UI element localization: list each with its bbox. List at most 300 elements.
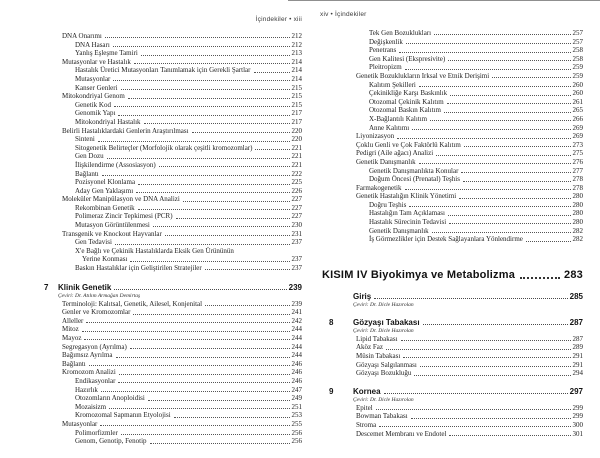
toc-entry-row [322,29,583,38]
page-number: 244 [291,342,302,351]
dot-leader [444,112,571,113]
toc-entry-row [44,161,302,170]
entry-label: Descemet Membranı ve Endotel [356,429,447,438]
toc-entry-row [44,394,302,403]
dot-leader [461,172,570,173]
entry-label: Polimeraz Zincir Tepkimesi (PCR) [75,212,173,221]
entry-label: Otozomların Anoploidisi [75,394,145,403]
dot-leader [153,226,290,227]
entry-label: Kromozomal Sapmanın Etyolojisi [75,411,171,420]
dot-leader [414,375,570,376]
toc-entry-row [322,430,583,439]
dot-leader [205,305,289,306]
dot-leader [174,417,290,418]
dot-leader [128,98,290,99]
dot-leader [432,232,571,233]
dot-leader [100,425,289,426]
toc-column-right [322,29,583,438]
entry-label: Mitokondriyal Hastalık [75,117,141,126]
page-number: 283 [564,268,583,281]
dot-leader [405,69,571,70]
toc-entry-row [44,152,302,161]
page-number: 260 [572,89,583,98]
toc-entry-row [44,360,302,369]
entry-label: Moleküler Manipülasyon ve DNA Analizi [62,195,180,204]
entry-label: Pleitropizm [369,63,402,72]
toc-entry-row [322,352,583,361]
page-number: 221 [291,152,302,161]
toc-entry-row [44,264,302,273]
chapter-number: 8 [329,317,334,327]
translator-row [44,293,302,300]
toc-entry-row [322,369,583,378]
toc-entry-row [322,412,583,421]
page-number: 215 [291,92,302,101]
dot-leader [89,365,290,366]
dot-leader [102,175,290,176]
dot-leader [399,52,570,53]
page-number: 260 [572,80,583,89]
page-number: 214 [291,74,302,83]
translator-row [322,328,583,335]
toc-entry-row [322,343,583,352]
entry-label: Stroma [356,421,377,429]
dot-leader [183,201,290,202]
page-number: 294 [572,369,583,378]
chapter-row [322,292,583,302]
dot-leader [412,129,570,130]
entry-label: Mozaisizm [75,402,107,411]
page-number: 239 [288,282,302,292]
page-number: 227 [291,212,302,221]
page-number: 226 [291,186,302,195]
entry-label: Aköz Faz [356,343,384,352]
dot-leader [105,37,290,38]
entry-label: Mitokondriyal Genom [62,92,125,101]
dot-leader [419,86,571,87]
dot-leader [121,434,290,435]
toc-entry-row [322,98,583,107]
toc-entry-row [44,368,302,377]
toc-entry-row [44,135,302,144]
toc-entry-row [322,124,583,133]
toc-entry-row [44,247,302,256]
page-number: 280 [572,200,583,209]
page-number: 255 [291,419,302,428]
page-number: 287 [569,317,583,327]
dot-leader [144,123,290,124]
toc-entry-row [322,72,583,81]
entry-label: Sitogenetik Belirteçler (Morfolojik olarak çeşitli kromozomlar) [75,143,253,152]
entry-label: Gözyaşı Bozukluğu [356,369,412,378]
toc-entry-row [322,227,583,236]
toc-entry-row [44,144,302,153]
page-number: 253 [291,411,302,420]
entry-label: Rekombinan Genetik [75,203,135,212]
toc-entry-row [44,334,302,343]
entry-label: Bağlantı [75,169,99,178]
entry-label: Pedigri (Aile ağacı) Analizi [356,149,434,158]
page-number: 266 [572,114,583,123]
entry-label: Yerine Konması [82,255,128,264]
toc-entry-row [44,221,302,230]
page-number: 231 [291,229,302,238]
translator-note: Çeviri: Dr. Atılım Armağan Demirtaş [58,292,141,299]
entry-label: Mutasyon Görüntülenmesi [75,221,150,230]
dot-leader [397,138,570,139]
toc-entry-row [44,437,302,446]
dot-leader [118,382,289,383]
dot-leader [448,60,570,61]
page-number: 269 [572,132,583,141]
dot-leader [165,235,290,236]
dot-leader [254,72,290,73]
toc-entry-row [44,178,302,187]
page-number: 230 [291,221,302,230]
dot-leader [374,298,567,299]
page-number: 215 [291,100,302,109]
section-heading-row [322,268,583,283]
toc-entry-row [322,218,583,227]
entry-label: İlişkilendirme (Assosiasyon) [75,160,156,169]
dot-leader [419,163,571,164]
toc-entry-row [322,132,583,141]
entry-label: Terminoloji: Kalıtsal, Genetik, Ailesel, Konjenital [62,299,203,308]
toc-column-left [44,32,302,446]
entry-label: Otozomal Baskın Kalıtım [369,106,441,115]
entry-label: Genetik Bozuklukların Irksal ve Etnik Derişimi [356,71,490,80]
page-number: 212 [291,32,302,40]
dot-leader [119,374,290,375]
page-number: 237 [291,264,302,273]
page-number: 257 [572,29,583,37]
entry-label: Farmakogenetik [356,183,402,192]
dot-leader [148,400,290,401]
dot-leader [409,206,570,207]
page-number: 242 [291,316,302,325]
entry-label: DNA Onarımı [62,32,102,40]
entry-label: Yanlış Eşleşme Tamiri [75,49,138,58]
toc-entry-row [44,49,302,58]
dot-leader [386,349,570,350]
toc-entry-row [44,351,302,360]
page-number: 301 [572,429,583,438]
page-number: 278 [572,183,583,192]
chapter-row [322,387,583,397]
page-number: 244 [291,325,302,334]
toc-entry-row [322,192,583,201]
page-number: 261 [572,97,583,106]
entry-label: Bağlantı [62,359,86,368]
running-header-right: xiv • İçindekiler [320,11,367,18]
page-number: 278 [572,175,583,184]
page-number: 247 [291,385,302,394]
page-number: 256 [291,437,302,446]
entry-label: Gen Dozu [75,152,104,161]
dot-leader [463,181,571,182]
dot-leader [141,55,290,56]
entry-label: Çoklu Genli ve Çok Faktörlü Kalıtım [356,140,461,149]
entry-label: Genomik Yapı [75,109,116,118]
page-number: 273 [572,140,583,149]
dot-leader [121,89,290,90]
toc-entry-row [44,230,302,239]
page-number: 212 [291,40,302,49]
page-number: 225 [291,178,302,187]
entry-label: Genler ve Kromozomlar [62,308,131,317]
translator-note: Çeviri: Dr. Dicle Hazırolan [353,327,414,334]
dot-leader [401,340,571,341]
dot-leader [101,391,290,392]
dot-leader [384,393,568,394]
page-number: 221 [291,143,302,152]
page-number: 221 [291,160,302,169]
dot-leader [113,80,289,81]
toc-entry-row [322,149,583,158]
toc-entry-row [44,109,302,118]
page-number: 275 [572,149,583,158]
page-number: 299 [572,403,583,412]
toc-entry-row [44,118,302,127]
page-number: 280 [572,218,583,227]
page-number: 257 [572,37,583,46]
entry-label: Transgenik ve Knockout Hayvanlar [62,229,162,238]
page-number: 276 [572,157,583,166]
toc-entry-row [322,175,583,184]
page-number: 217 [291,117,302,126]
dot-leader [176,218,290,219]
toc-entry-row [44,377,302,386]
toc-entry-row [44,308,302,317]
toc-entry-row [44,343,302,352]
page-number: 291 [572,360,583,369]
toc-entry-row [322,335,583,344]
toc-entry-row [44,84,302,93]
page-number: 217 [291,109,302,118]
entry-label: Kanser Genleri [75,83,118,92]
entry-label: Değişkenlik [369,37,403,46]
dot-leader [82,331,290,332]
dot-leader [447,103,571,104]
entry-label: X'e Bağlı ve Çekinik Hastalıklarda Eksik Gen Ürününün [75,246,234,255]
page-number: 237 [291,255,302,264]
toc-entry-row [322,361,583,370]
dot-leader [205,269,290,270]
dot-leader [376,409,571,410]
entry-label: Genetik Hastalığın Klinik Yönetimi [356,192,457,201]
dot-leader [255,149,289,150]
entry-label: Bağımsız Ayrılma [62,351,113,360]
dot-leader [520,277,560,279]
toc-entry-row [44,386,302,395]
dot-leader [114,106,290,107]
page-number: 220 [291,126,302,135]
toc-entry-row [44,101,302,110]
page-number: 256 [291,428,302,437]
entry-label: Kromozom Analizi [62,368,116,377]
entry-label: Tek Gen Bozuklukları [369,29,432,37]
toc-entry-row [322,201,583,210]
dot-leader [118,115,289,116]
toc-entry-row [44,187,302,196]
dot-leader [86,322,289,323]
page-number: 244 [291,351,302,360]
page-number: 246 [291,368,302,377]
dot-leader [113,46,290,47]
toc-entry-row [44,92,302,101]
toc-entry-row [44,127,302,136]
page-number: 244 [291,334,302,342]
toc-entry-row [322,141,583,150]
entry-label: Doğum Öncesi (Prenatal) Teşhis [369,175,460,184]
entry-label: Mitoz [62,325,79,334]
dot-leader [134,63,290,64]
entry-label: Gen Tedavisi [75,238,112,247]
dot-leader [411,418,571,419]
entry-label: Mutasyonlar [75,74,111,83]
entry-label: Endikasyonlar [75,376,116,385]
entry-label: Anne Kalıtımı [369,123,410,132]
page-number: 249 [291,394,302,403]
toc-entry-row [322,46,583,55]
entry-label: İş Görmezlikler için Destek Sağlayanlara Yönlendirme [369,235,523,244]
entry-label: Genetik Danışmanlık [369,226,429,235]
entry-label: Hazırlık [75,385,98,394]
chapter-title: Klinik Genetik [58,282,112,292]
page-number: 300 [572,421,583,429]
entry-label: Epitel [356,403,373,412]
section-title: KISIM IV Biyokimya ve Metabolizma [322,268,516,281]
entry-label: Sinteni [75,135,95,144]
entry-label: Çekinikliğe Karşı Baskınlık [369,89,448,98]
toc-entry-row [44,32,302,41]
toc-entry-row [44,238,302,247]
entry-label: Belirli Hastalıklardaki Genlerin Araştırılması [62,126,189,135]
entry-label: Alleller [62,316,84,325]
page-number: 259 [572,71,583,80]
dot-leader [492,77,570,78]
page-number: 214 [291,57,302,66]
dot-leader [138,184,289,185]
toc-entry-row [322,421,583,430]
toc-entry-row [322,158,583,167]
entry-label: Penetrans [369,46,397,55]
chapter-title: Gözyaşı Tabakası [353,317,420,327]
entry-label: Liyonizasyon [356,132,395,141]
dot-leader [114,289,286,290]
entry-label: Baskın Hastalıklar için Geliştirilen Stratejiler [75,264,202,273]
toc-entry-row [44,429,302,438]
toc-entry-row [44,195,302,204]
dot-leader [130,261,289,262]
toc-entry-row [322,63,583,72]
dot-leader [430,120,570,121]
dot-leader [464,146,571,147]
entry-label: Müsin Tabakası [356,352,401,361]
page-number: 246 [291,359,302,368]
entry-label: X-Bağlantılı Kalıtım [369,114,428,123]
chapter-title: Giriş [353,291,372,301]
entry-label: Bowman Tabakası [356,412,408,421]
dot-leader [379,426,570,427]
page-number: 227 [291,203,302,212]
page-number: 259 [572,63,583,72]
page-number: 280 [572,192,583,201]
dot-leader [107,158,290,159]
dot-leader [84,339,289,340]
dot-leader [192,132,290,133]
dot-leader [526,241,571,242]
chapter-row [44,283,302,293]
toc-entry-row [44,420,302,429]
page-number: 282 [572,235,583,244]
entry-label: Pozisyonel Klonlama [75,178,136,187]
dot-leader [405,189,571,190]
entry-label: DNA Hasarı [75,40,110,49]
toc-entry-row [44,411,302,420]
entry-label: Polimorfizmler [75,428,118,437]
dot-leader [115,244,290,245]
page-number: 251 [291,402,302,411]
entry-label: Aday Gen Yaklaşımı [75,186,134,195]
dot-leader [423,324,568,325]
dot-leader [459,198,570,199]
toc-entry-row [44,317,302,326]
translator-row [322,302,583,309]
running-header-left: İçindekiler • xiii [255,16,302,23]
dot-leader [420,366,571,367]
entry-label: Segregasyon (Ayrılma) [62,342,127,351]
dot-leader [98,141,290,142]
entry-label: Mutasyonlar [62,419,98,428]
toc-entry-row [322,81,583,90]
page-number: 280 [572,209,583,218]
chapter-number: 9 [329,386,334,396]
entry-label: Kalıtım Şekilleri [369,80,416,89]
toc-entry-row [322,167,583,176]
page-number: 222 [291,169,302,178]
page-number: 258 [572,46,583,55]
dot-leader [436,155,570,156]
entry-label: Hastalık Üretici Mutasyonları Tanımlamak için Gerekli Şartlar [75,66,251,75]
page-number: 299 [572,412,583,421]
toc-entry-row [44,41,302,50]
dot-leader [138,209,290,210]
dot-leader [434,34,570,35]
translator-note: Çeviri: Dr. Dicle Hazırolan [353,396,414,403]
dot-leader [159,166,290,167]
page-edge-rule [288,0,600,1]
chapter-row [322,318,583,328]
entry-label: Hastalık Sürecinin Tedavisi [369,218,447,227]
toc-entry-row [44,255,302,264]
page-number: 282 [572,226,583,235]
page-number: 287 [572,334,583,343]
translator-note: Çeviri: Dr. Dicle Hazırolan [353,301,414,308]
toc-entry-row [322,235,583,244]
page-number: 237 [291,238,302,247]
toc-entry-row [44,66,302,75]
page-number: 269 [572,123,583,132]
toc-entry-row [44,170,302,179]
entry-label: Doğru Teşhis [369,200,407,209]
entry-label: Mutasyonlar ve Hastalık [62,57,131,66]
entry-label: Gen Kalitesi (Ekspresivite) [369,54,446,63]
dot-leader [136,192,289,193]
toc-entry-row [44,403,302,412]
page-number: 241 [291,308,302,317]
page-number: 289 [572,343,583,352]
